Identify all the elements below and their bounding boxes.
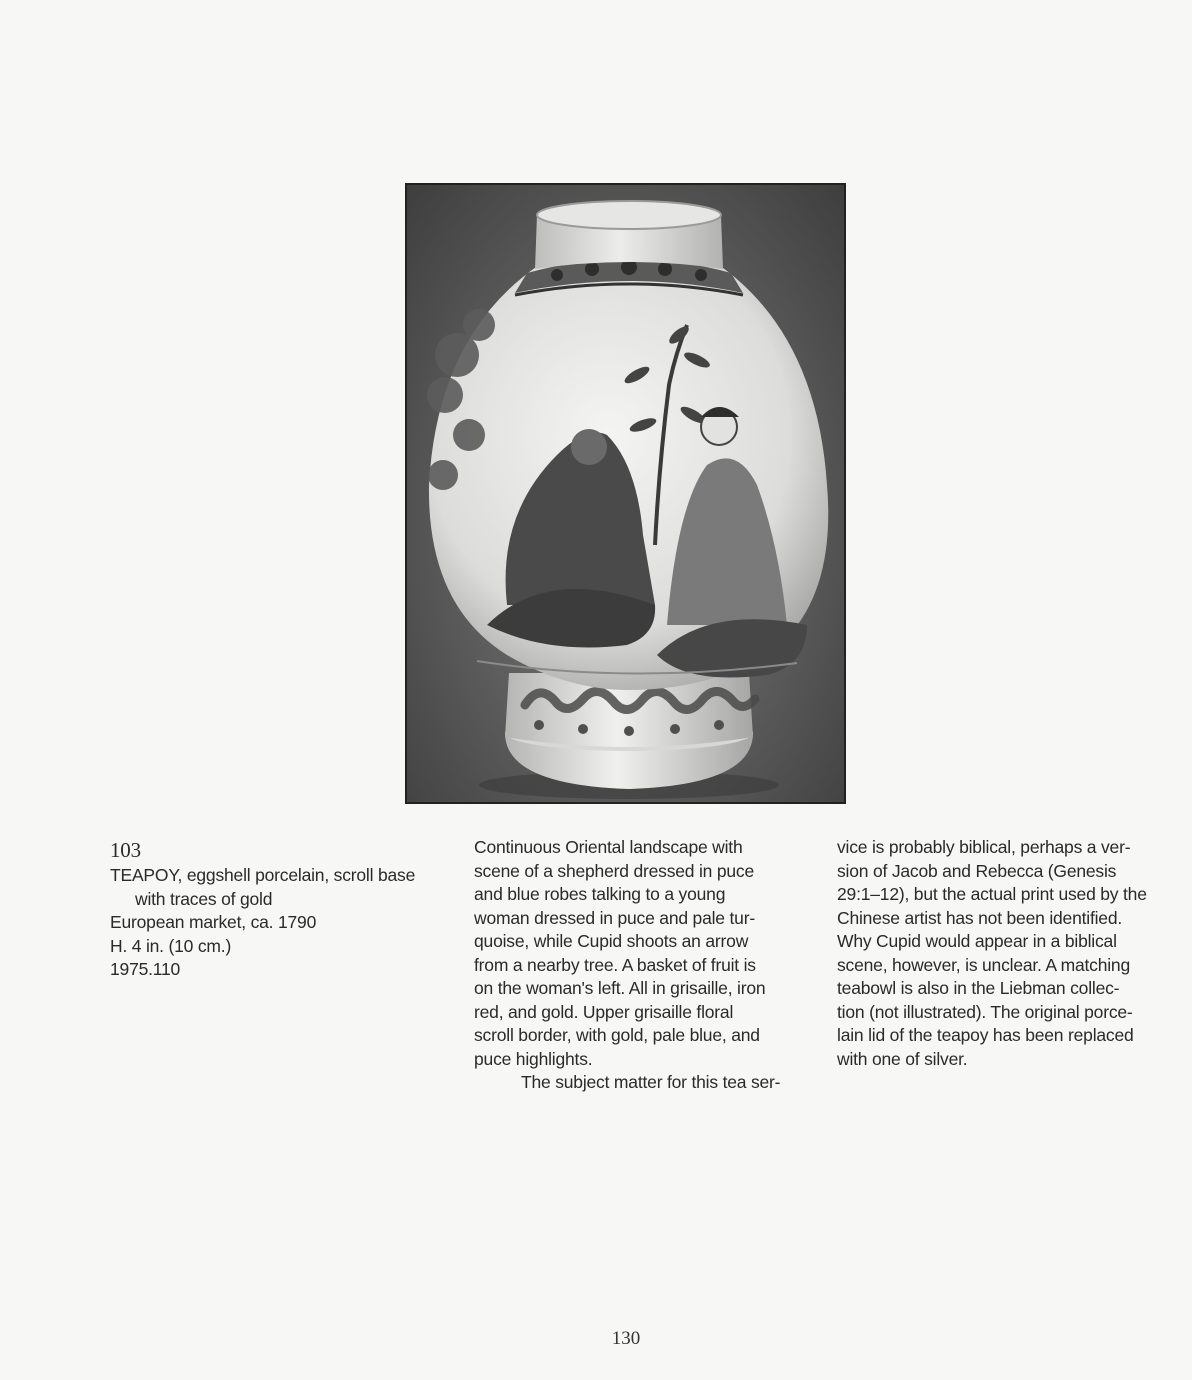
text-line: on the woman's left. All in grisaille, iron [474,978,766,998]
catalogue-number: 103 [110,838,141,862]
text-line: scroll border, with gold, pale blue, and [474,1025,760,1045]
teapoy-photograph [405,183,846,804]
description-column-2 [837,836,1157,1071]
caption-title: TEAPOY, eggshell porcelain, scroll base [110,865,416,885]
text-line: from a nearby tree. A basket of fruit is [474,954,756,975]
text-line: quoise, while Cupid shoots an arrow [474,931,749,951]
text-line: lain lid of the teapoy has been replaced [837,1025,1134,1045]
text-line: and blue robes talking to a young [474,884,726,904]
text-line: red, and gold. Upper grisaille floral [474,1001,734,1022]
page-number: 130 [611,1328,641,1349]
paragraph-start: The subject matter for this tea ser- [521,1072,781,1092]
caption-dimensions: H. 4 in. (10 cm.) [110,935,232,956]
text-line: tion (not illustrated). The original porce- [837,1001,1133,1022]
text-line: Why Cupid would appear in a biblical [837,931,1117,951]
text-line: teabowl is also in the Liebman collec- [837,978,1120,998]
teapoy-illustration [407,185,844,802]
text-line: scene of a shepherd dressed in puce [474,860,754,881]
caption-accession: 1975.110 [110,959,181,979]
text-line: scene, however, is unclear. A matching [837,954,1130,975]
text-line: woman dressed in puce and pale tur- [474,907,755,928]
text-line: Continuous Oriental landscape with [474,837,743,857]
text-line: 29:1–12), but the actual print used by the [837,884,1147,904]
caption-title-continued: with traces of gold [135,888,273,909]
text-line: Chinese artist has not been identified. [837,907,1123,928]
text-line: puce highlights. [474,1048,593,1069]
text-line: with one of silver. [837,1048,968,1069]
catalogue-caption [110,838,430,982]
text-line: vice is probably biblical, perhaps a ver- [837,837,1131,857]
description-column-1 [474,836,794,1095]
text-line: sion of Jacob and Rebecca (Genesis [837,860,1117,881]
caption-market: European market, ca. 1790 [110,912,317,932]
